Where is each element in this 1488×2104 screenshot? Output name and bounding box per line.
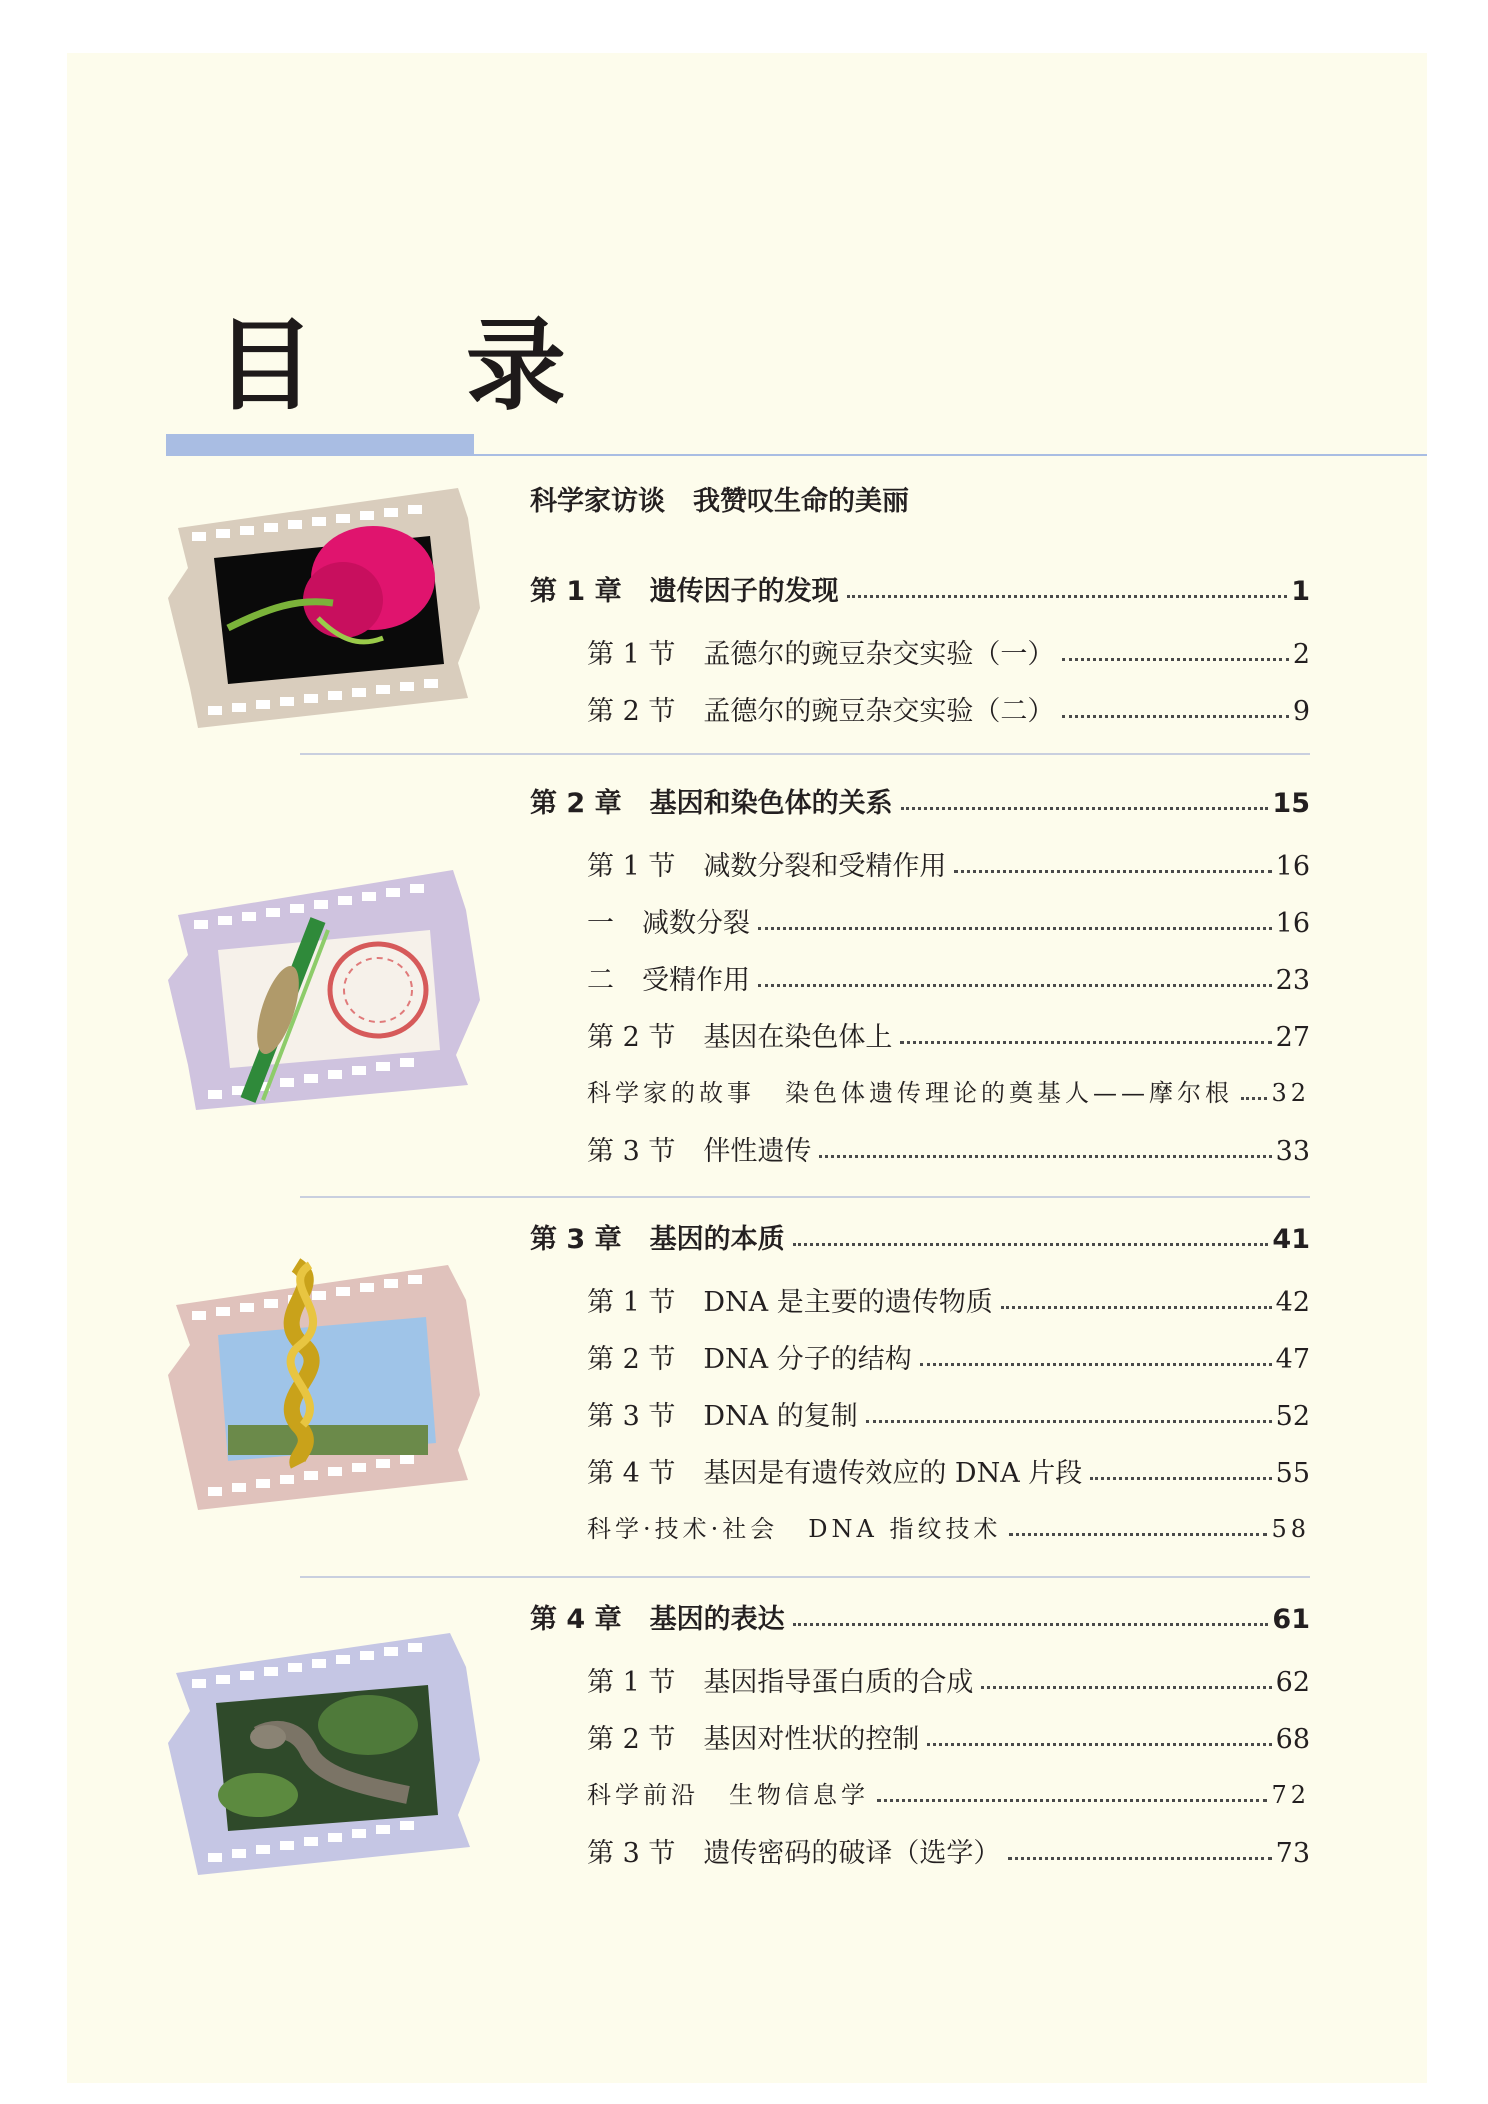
chapter-2-item-1-page-number: 16 (1275, 851, 1310, 882)
chapter-2-item-5-title: 染色体遗传理论的奠基人——摩尔根 (785, 1079, 1233, 1107)
chapter-4-entry-title: 基因的表达 (649, 1604, 785, 1635)
chapter-3-item-4[interactable] (587, 1460, 1310, 1487)
chapter-2-item-1-title: 减数分裂和受精作用 (703, 851, 947, 882)
chapter-4-item-3[interactable] (587, 1783, 1310, 1807)
leader-dots (793, 1243, 1269, 1246)
chapter-2-entry-title: 基因和染色体的关系 (649, 788, 893, 819)
chapter-2-item-1-label: 第 1 节 (587, 851, 676, 882)
chapter-1-item-2-page-number: 9 (1292, 696, 1310, 727)
chapter-2-item-2[interactable] (587, 910, 1310, 937)
title-accent-bar (166, 434, 474, 456)
chapter-4-item-1-page-number: 62 (1275, 1667, 1310, 1698)
chapter-3-item-2[interactable] (587, 1346, 1310, 1373)
chapter-1-item-2-title: 孟德尔的豌豆杂交实验（二） (703, 696, 1055, 727)
chapter-4-item-3-page-number: 72 (1271, 1781, 1310, 1809)
chapter-3-item-4-label: 第 4 节 (587, 1458, 676, 1489)
chapter-3-item-5[interactable] (587, 1517, 1310, 1541)
chapter-2-item-3-label: 二 (587, 965, 614, 996)
chapter-4-item-4-title: 遗传密码的破译（选学） (703, 1838, 1001, 1869)
chapter-4-item-4[interactable] (587, 1840, 1310, 1867)
chapter-1-item-2[interactable] (587, 698, 1310, 725)
chapter-4-item-2-label: 第 2 节 (587, 1724, 676, 1755)
chapter-3-item-3-page-number: 52 (1275, 1401, 1310, 1432)
chapter-2-item-5-label: 科学家的故事 (587, 1079, 755, 1107)
chapter-3-entry[interactable] (530, 1226, 1310, 1253)
chapter-divider (300, 753, 1310, 755)
dinosaur-photo (168, 1625, 488, 1875)
chapter-divider (300, 1576, 1310, 1578)
chapter-3-item-5-title: DNA 指纹技术 (808, 1515, 1002, 1543)
chapter-1-item-1[interactable] (587, 641, 1310, 668)
leader-dots (758, 927, 1272, 930)
page-title: 目 录 (215, 306, 624, 424)
chapter-2-item-6-page-number: 33 (1275, 1136, 1310, 1167)
leader-dots (1001, 1306, 1272, 1309)
chapter-2-item-5-page-number: 32 (1271, 1079, 1310, 1107)
leader-dots (1062, 715, 1288, 718)
chapter-4-item-2-title: 基因对性状的控制 (703, 1724, 920, 1755)
chapter-2-entry-page-number: 15 (1272, 788, 1310, 819)
chapter-4-item-4-page-number: 73 (1275, 1838, 1310, 1869)
grasshopper-photo (168, 870, 488, 1110)
chapter-4-entry-page-number: 61 (1272, 1604, 1310, 1635)
leader-dots (758, 984, 1272, 987)
interview-label: 科学家访谈 (530, 486, 665, 517)
chapter-4-item-1-label: 第 1 节 (587, 1667, 676, 1698)
chapter-3-item-5-page-number: 58 (1271, 1515, 1310, 1543)
chapter-3-item-3-label: 第 3 节 (587, 1401, 676, 1432)
chapter-2-item-3-title: 受精作用 (642, 965, 750, 996)
leader-dots (954, 870, 1271, 873)
chapter-4-item-3-label: 科学前沿 (587, 1781, 699, 1809)
chapter-2-item-2-page-number: 16 (1275, 908, 1310, 939)
chapter-1-item-1-page-number: 2 (1292, 639, 1310, 670)
chapter-2-item-6-label: 第 3 节 (587, 1136, 676, 1167)
leader-dots (819, 1155, 1271, 1158)
chapter-4-item-2-page-number: 68 (1275, 1724, 1310, 1755)
leader-dots (1008, 1857, 1271, 1860)
chapter-3-item-2-title: DNA 分子的结构 (703, 1344, 912, 1375)
leader-dots (877, 1799, 1267, 1802)
leader-dots (866, 1420, 1272, 1423)
chapter-1-item-1-title: 孟德尔的豌豆杂交实验（一） (703, 639, 1055, 670)
chapter-2-item-3[interactable] (587, 967, 1310, 994)
chapter-4-entry[interactable] (530, 1606, 1310, 1633)
chapter-3-entry-label: 第 3 章 (530, 1224, 622, 1255)
chapter-3-item-2-label: 第 2 节 (587, 1344, 676, 1375)
chapter-1-item-1-label: 第 1 节 (587, 639, 676, 670)
chapter-3-item-4-page-number: 55 (1275, 1458, 1310, 1489)
chapter-3-item-1-page-number: 42 (1275, 1287, 1310, 1318)
chapter-3-item-1-title: DNA 是主要的遗传物质 (703, 1287, 993, 1318)
chapter-1-entry[interactable] (530, 578, 1310, 605)
chapter-2-item-6-title: 伴性遗传 (703, 1136, 812, 1167)
chapter-3-item-3[interactable] (587, 1403, 1310, 1430)
dna-sculpture-photo (168, 1255, 488, 1510)
chapter-2-entry-label: 第 2 章 (530, 788, 622, 819)
chapter-2-item-4-page-number: 27 (1275, 1022, 1310, 1053)
chapter-1-item-2-label: 第 2 节 (587, 696, 676, 727)
chapter-2-item-3-page-number: 23 (1275, 965, 1310, 996)
chapter-1-entry-label: 第 1 章 (530, 576, 622, 607)
chapter-1-entry-title: 遗传因子的发现 (649, 576, 839, 607)
chapter-2-item-2-title: 减数分裂 (642, 908, 750, 939)
chapter-4-item-2[interactable] (587, 1726, 1310, 1753)
chapter-2-item-1[interactable] (587, 853, 1310, 880)
leader-dots (1009, 1533, 1267, 1536)
chapter-2-item-6[interactable] (587, 1138, 1310, 1165)
leader-dots (1090, 1477, 1271, 1480)
leader-dots (847, 595, 1288, 598)
chapter-2-item-5[interactable] (587, 1081, 1310, 1105)
interview-entry[interactable] (530, 488, 909, 515)
chapter-3-item-1[interactable] (587, 1289, 1310, 1316)
chapter-3-item-5-label: 科学·技术·社会 (587, 1515, 779, 1543)
title-underline (474, 454, 1427, 456)
chapter-3-entry-page-number: 41 (1272, 1224, 1310, 1255)
chapter-2-item-4-title: 基因在染色体上 (703, 1022, 893, 1053)
leader-dots (920, 1363, 1272, 1366)
chapter-3-entry-title: 基因的本质 (649, 1224, 785, 1255)
chapter-2-item-4[interactable] (587, 1024, 1310, 1051)
chapter-3-item-3-title: DNA 的复制 (703, 1401, 858, 1432)
chapter-4-item-4-label: 第 3 节 (587, 1838, 676, 1869)
chapter-4-item-1[interactable] (587, 1669, 1310, 1696)
interview-title: 我赞叹生命的美丽 (693, 486, 909, 517)
leader-dots (1241, 1097, 1267, 1100)
leader-dots (1062, 658, 1288, 661)
flower-photo (168, 488, 488, 728)
chapter-1-entry-page-number: 1 (1291, 576, 1310, 607)
chapter-4-entry-label: 第 4 章 (530, 1604, 622, 1635)
chapter-3-item-2-page-number: 47 (1275, 1344, 1310, 1375)
leader-dots (901, 807, 1269, 810)
chapter-2-item-4-label: 第 2 节 (587, 1022, 676, 1053)
chapter-3-item-4-title: 基因是有遗传效应的 DNA 片段 (703, 1458, 1083, 1489)
chapter-2-entry[interactable] (530, 790, 1310, 817)
chapter-2-item-2-label: 一 (587, 908, 614, 939)
leader-dots (981, 1686, 1271, 1689)
leader-dots (927, 1743, 1271, 1746)
chapter-3-item-1-label: 第 1 节 (587, 1287, 676, 1318)
leader-dots (900, 1041, 1271, 1044)
leader-dots (793, 1623, 1269, 1626)
chapter-4-item-3-title: 生物信息学 (729, 1781, 869, 1809)
chapter-divider (300, 1196, 1310, 1198)
chapter-4-item-1-title: 基因指导蛋白质的合成 (703, 1667, 974, 1698)
